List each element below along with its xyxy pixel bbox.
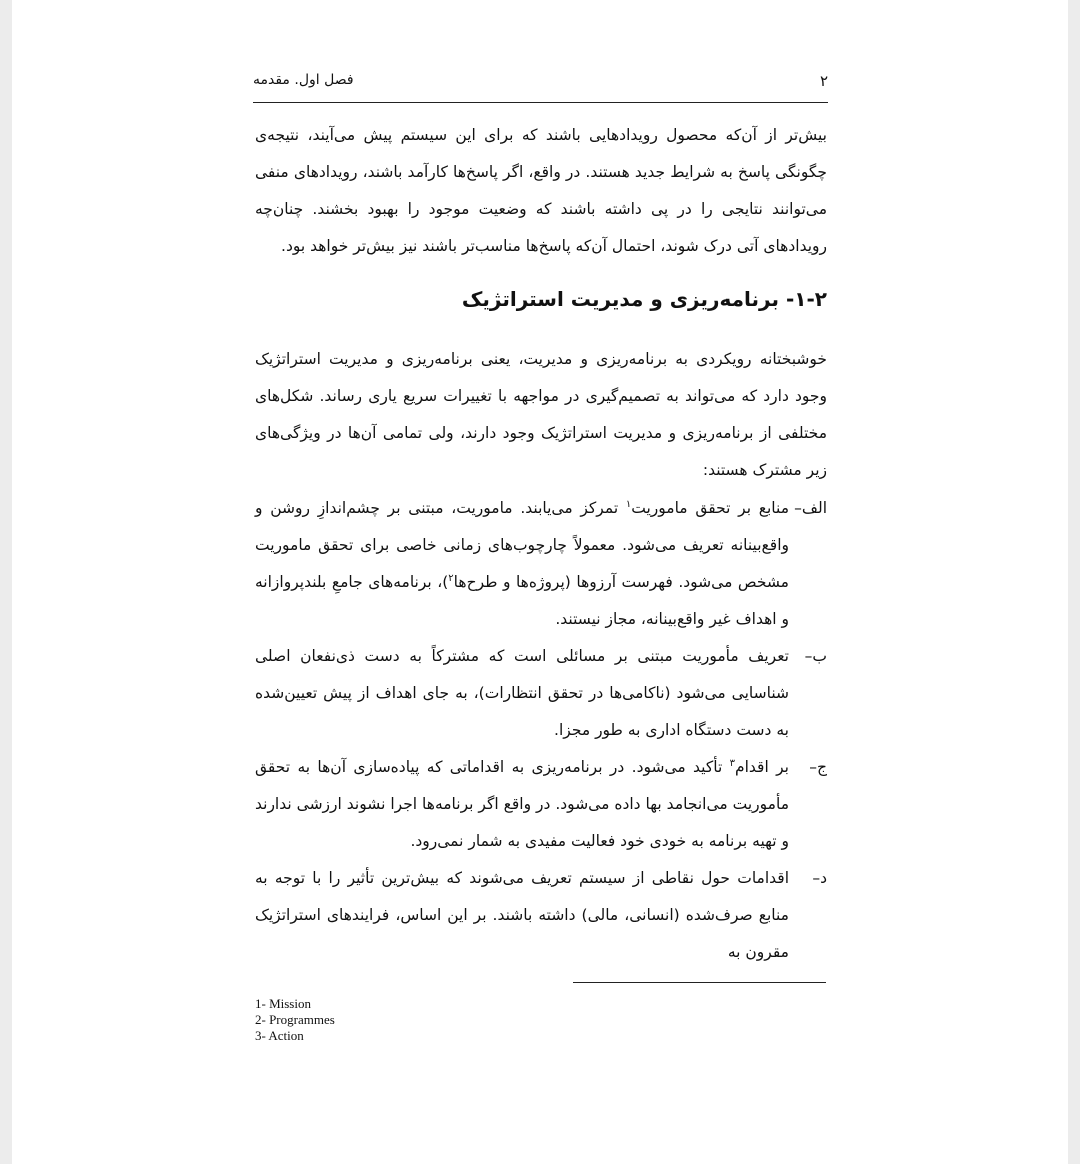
footnotes [255, 996, 335, 1044]
section-heading [255, 287, 827, 311]
list-item-label: د– [812, 869, 827, 887]
page-number: ۲ [819, 72, 828, 90]
list-item-text: اقدامات حول نقاطی از سیستم تعریف می‌شوند که بیش‌ترین تأثیر را با توجه به منابع صرف‌شده (انسانی، مالی) داشته باشند. بر این اساس، فرایندهای استراتژیک مقرون به [255, 869, 789, 961]
list-item-label: ج– [809, 758, 827, 776]
list-item-text-part: بر اقدام [735, 758, 789, 776]
viewer-edge-right [1068, 0, 1080, 1164]
footnote-divider [573, 982, 826, 983]
list-item-alef [255, 490, 827, 638]
chapter-title: فصل اول. مقدمه [253, 72, 354, 88]
features-list [255, 490, 827, 971]
list-item-text-part: تأکید می‌شود. در برنامه‌ریزی به اقداماتی که پیاده‌سازی آن‌ها به تحقق مأموریت می‌انجامد بها داده می‌شود. در واقع اگر برنامه‌ها اجرا نشوند ارزشی ندارند و تهیه برنامه به خودی خود فعالیت مفیدی به شمار نمی‌رود. [255, 758, 789, 850]
list-item-text [255, 490, 789, 638]
footnote-item: 1- Mission [255, 996, 311, 1011]
footnote-ref[interactable]: ۱ [625, 498, 632, 510]
list-item-text [255, 749, 789, 860]
page-header [253, 70, 828, 103]
list-item-text: تعریف مأموریت مبتنی بر مسائلی است که مشترکاً به دست ذی‌نفعان اصلی شناسایی می‌شود (ناکامی‌ها در تحقق انتظارات)، به جای اهداف از پیش تعیین‌شده به دست دستگاه اداری به طور مجزا. [255, 647, 789, 739]
footnote-ref[interactable]: ۲ [448, 572, 454, 584]
list-item-jim [255, 749, 827, 860]
section-paragraph: خوشبختانه رویکردی به برنامه‌ریزی و مدیریت، یعنی برنامه‌ریزی و مدیریت استراتژیک وجود دارد که می‌تواند به تصمیم‌گیری در مواجهه با تغییرات سریع یاری رساند. شکل‌های مختلفی از برنامه‌ریزی و مدیریت استراتژیک وجود دارند، ولی تمامی آن‌ها در ویژگی‌های زیر مشترک هستند: [255, 350, 827, 479]
list-item-be [255, 638, 827, 749]
footnote-ref[interactable]: ۳ [729, 757, 736, 769]
list-item-dal [255, 860, 827, 971]
list-item-label: الف– [794, 499, 827, 517]
footnote-item: 2- Programmes [255, 1012, 335, 1027]
viewer-edge-left [0, 0, 12, 1164]
list-item-label: ب– [804, 647, 827, 665]
list-item-text-part: منابع بر تحقق ماموریت [631, 499, 789, 517]
list-item-text-part: )، برنامه‌های جامعِ بلندپروازانه و اهداف غیر واقع‌بینانه، مجاز نیستند. [255, 573, 789, 628]
list-item-text-part: تمرکز می‌یابند. ماموریت، مبتنی بر چشم‌اندازِ روشن و واقع‌بینانه تعریف می‌شود. معمولاً چارچوب‌های زمانی خاصی برای تحقق ماموریت مشخص می‌شود. فهرست آرزوها (پروژه‌ها و طرح‌ها [255, 499, 789, 591]
section-title: برنامه‌ریزی و مدیریت استراتژیک [461, 287, 779, 311]
intro-paragraph: بیش‌تر از آن‌که محصول رویدادهایی باشند که برای این سیستم پیش می‌آیند، نتیجه‌ی چگونگی پاسخ به شرایط جدید هستند. در واقع، اگر پاسخ‌ها کارآمد باشند، رویدادهای منفی می‌توانند نتایجی را در پی داشته باشند که وضعیت موجود را بهبود بخشند. چنان‌چه رویدادهای آتی درک شوند، احتمال آن‌که پاسخ‌ها مناسب‌تر باشند نیز بیش‌تر خواهد بود. [255, 126, 827, 255]
section-number: ۱-۲- [785, 287, 827, 311]
footnote-item: 3- Action [255, 1028, 304, 1043]
